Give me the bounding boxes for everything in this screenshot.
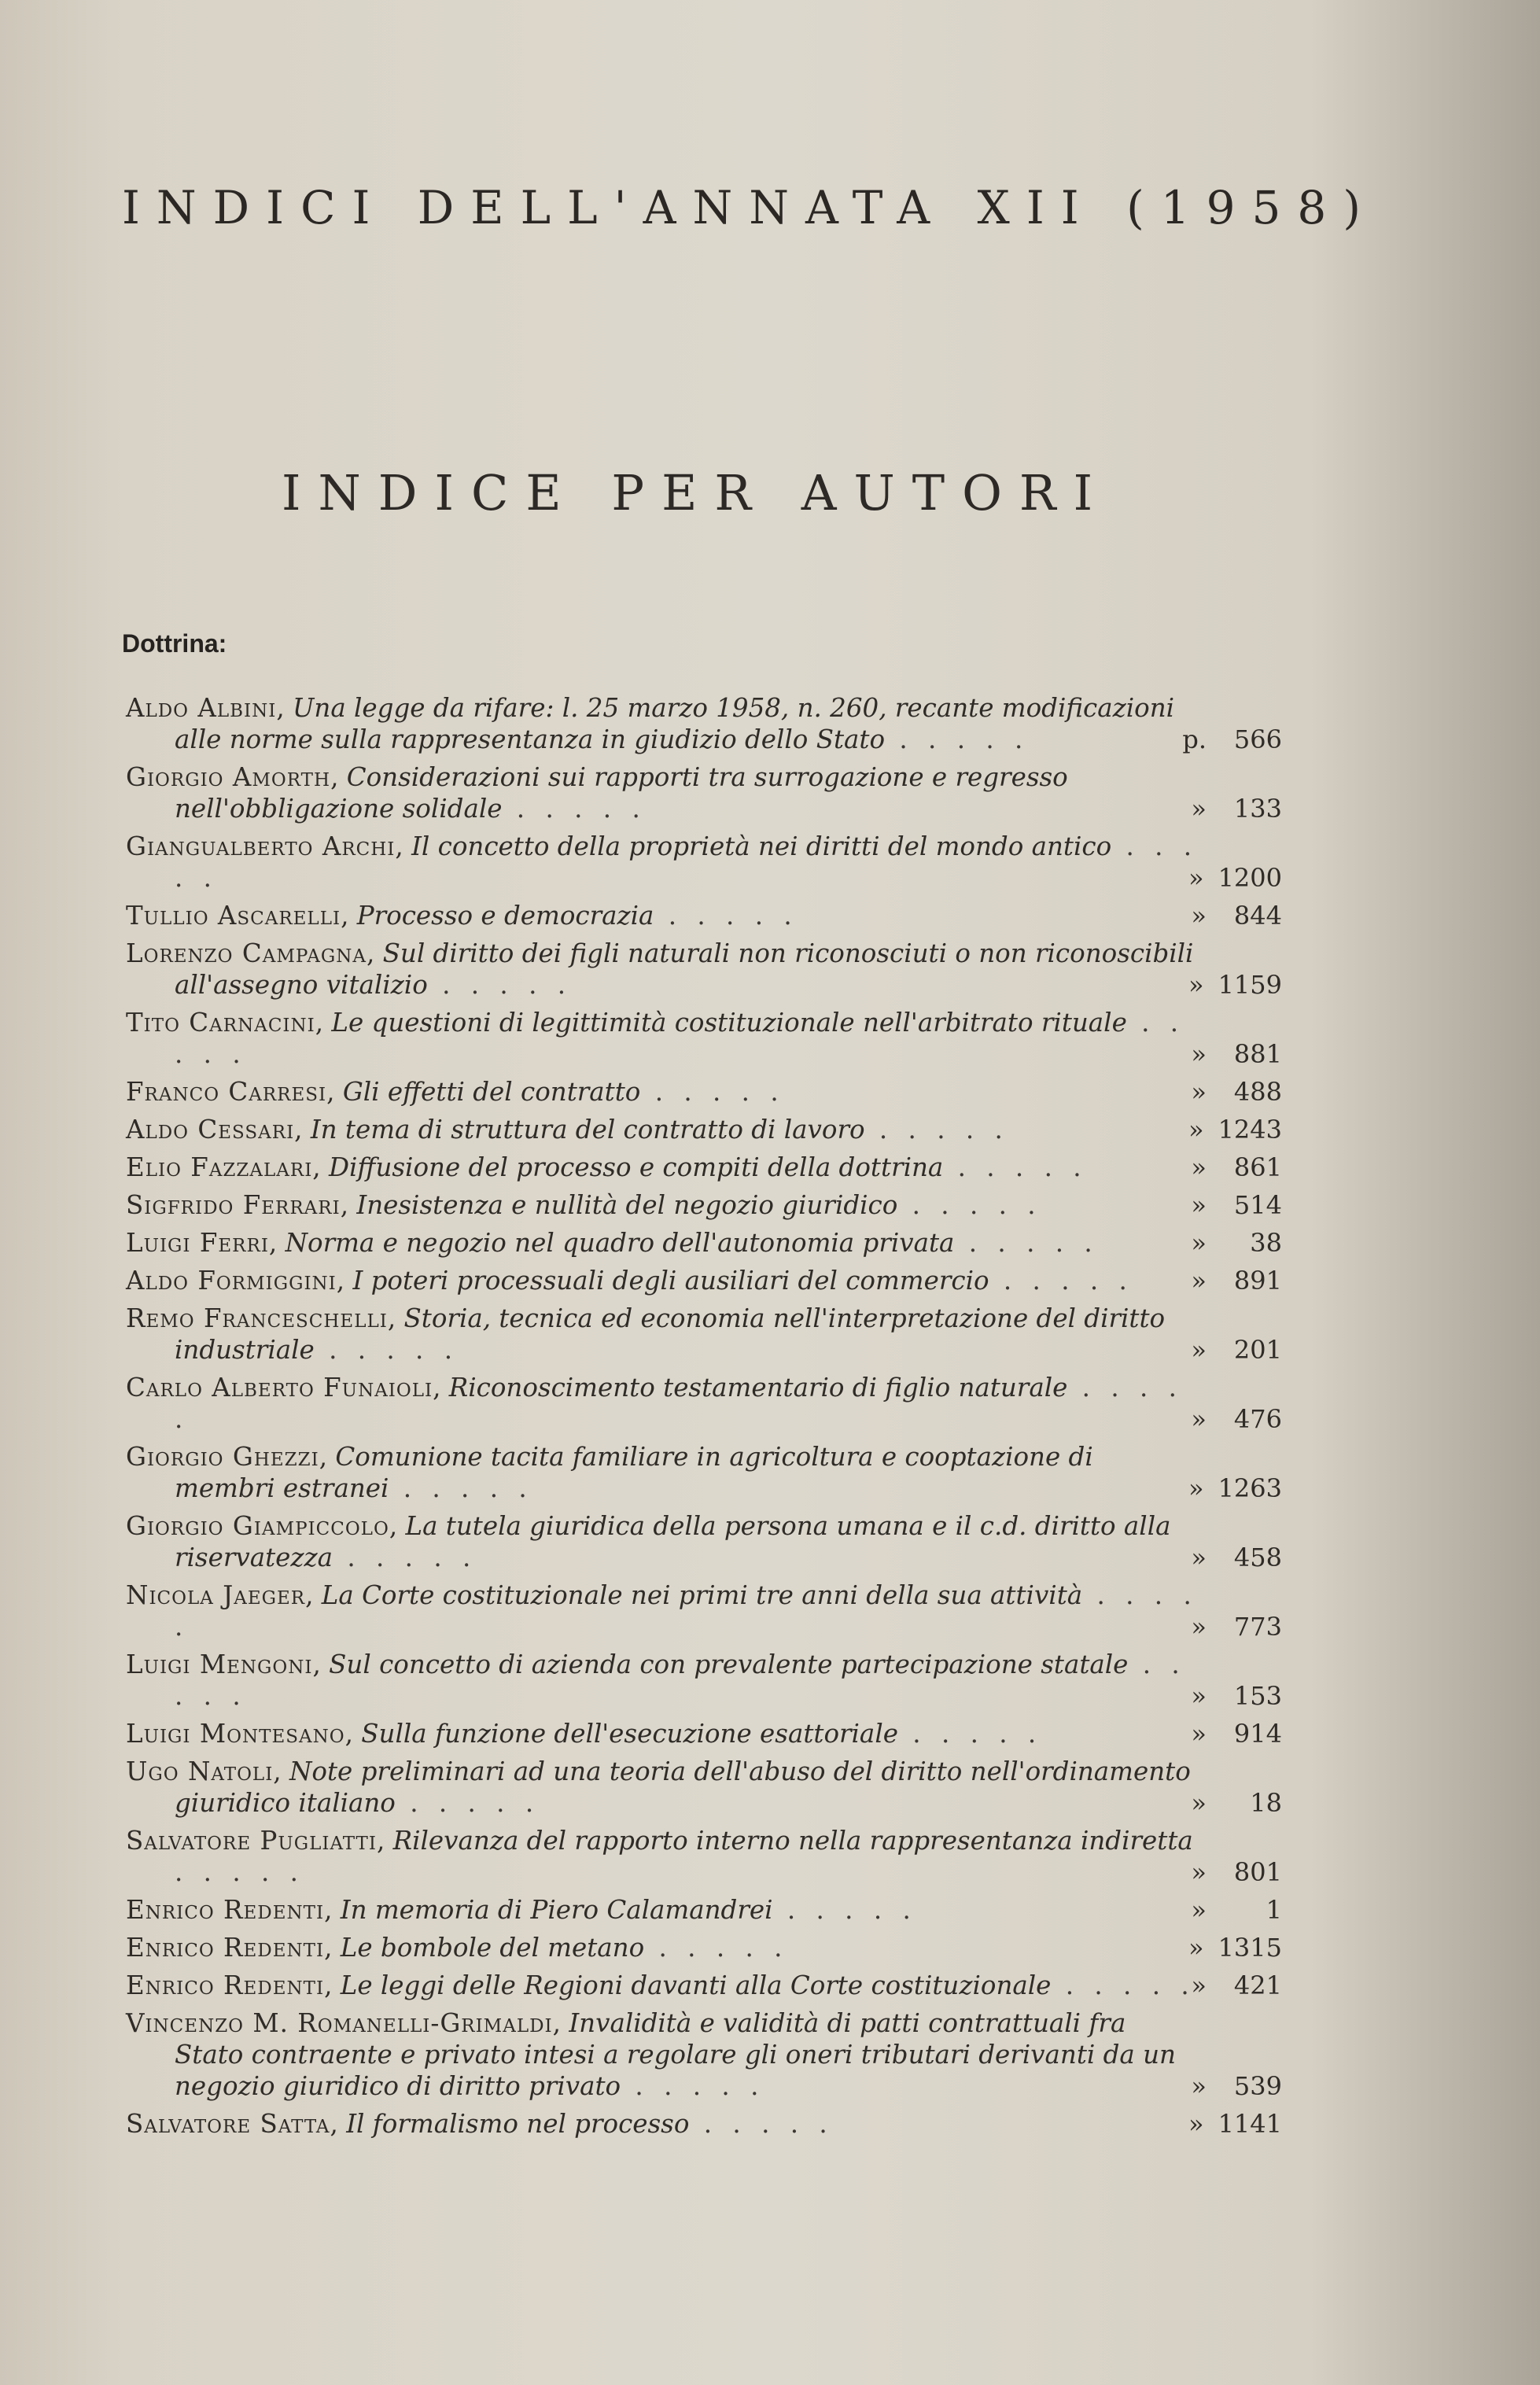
entry-title: Il formalismo nel processo (346, 2109, 690, 2139)
page-marker: » (1191, 1152, 1207, 1182)
entry-author: Nicola Jaeger (126, 1580, 306, 1610)
index-entry (126, 1756, 1282, 1819)
index-entry (126, 1189, 1282, 1221)
entry-title: Norma e negozio nel quadro dell'autonomia privata (285, 1228, 955, 1258)
page-marker: » (1191, 1404, 1207, 1434)
entry-author: Elio Fazzalari (126, 1152, 313, 1182)
entry-text: Tito Carnacini, Le questioni di legittimità costituzionale nell'arbitrato rituale . . . . . (126, 1008, 1185, 1069)
entry-author: Sigfrido Ferrari (126, 1190, 341, 1220)
entry-text: Luigi Mengoni, Sul concetto di azienda con prevalente partecipazione statale . . . . . (126, 1650, 1186, 1711)
index-entry (126, 1076, 1282, 1108)
dot-leader: . . . . . (772, 1895, 917, 1925)
dot-leader: . . . . . (654, 901, 798, 931)
entry-author: Ugo Natoli (126, 1756, 274, 1786)
section-title: INDICE PER AUTORI (282, 464, 1111, 522)
page-number: 1 (1266, 1895, 1282, 1925)
dot-leader: . . . . . (175, 831, 1199, 893)
dot-leader: . . . . . (175, 1650, 1186, 1711)
entry-author: Enrico Redenti (126, 1933, 325, 1963)
page-marker: » (1191, 2071, 1207, 2101)
index-entry (126, 1580, 1282, 1642)
page-number: 914 (1233, 1719, 1282, 1749)
page-number: 1243 (1218, 1115, 1282, 1145)
dot-leader: . . . . . (395, 1788, 540, 1818)
page-number: 1263 (1218, 1473, 1282, 1503)
entry-author: Aldo Cessari (126, 1115, 295, 1145)
entry-reference (1177, 724, 1282, 755)
dot-leader: . . . . . (689, 2109, 834, 2139)
entry-reference (1174, 862, 1282, 894)
entry-title: Storia, tecnica ed economia nell'interpretazione del diritto industriale (175, 1303, 1166, 1365)
entry-reference (1174, 1932, 1282, 1963)
dot-leader: . . . . . (640, 1077, 785, 1107)
entry-text: Giorgio Amorth, Considerazioni sui rapporti tra surrogazione e regresso nell'obbligazione solidale . . . . . (126, 762, 1068, 824)
entry-author: Vincenzo M. Romanelli-Grimaldi (126, 2008, 553, 2038)
entry-title: Processo e democrazia (356, 901, 654, 931)
entry-title: La Corte costituzionale nei primi tre anni della sua attività (321, 1580, 1083, 1610)
dot-leader: . . . . . (864, 1115, 1009, 1145)
entry-text: Salvatore Pugliatti, Rilevanza del rapporto interno nella rappresentanza indiretta . . . . . (126, 1826, 1193, 1887)
dot-leader: . . . . . (1051, 1970, 1196, 2000)
entry-text: Carlo Alberto Funaioli, Riconoscimento testamentario di figlio naturale . . . . . (126, 1373, 1183, 1434)
entry-text: Enrico Redenti, Le bombole del metano . . . . . (126, 1933, 789, 1963)
page-number: 844 (1233, 901, 1282, 931)
dot-leader: . . . . . (897, 1190, 1042, 1220)
index-entry (126, 761, 1282, 824)
entry-title: Le leggi delle Regioni davanti alla Corte costituzionale (340, 1970, 1052, 2000)
page-marker: » (1191, 1970, 1207, 2000)
page-number: 773 (1233, 1612, 1282, 1642)
index-entry (126, 1265, 1282, 1296)
index-entry (126, 692, 1282, 755)
entry-author: Aldo Albini (126, 693, 277, 723)
index-entry (126, 938, 1282, 1001)
entry-author: Enrico Redenti (126, 1895, 325, 1925)
entry-text: Enrico Redenti, In memoria di Piero Calamandrei . . . . . (126, 1895, 917, 1925)
page-number: 1200 (1218, 863, 1282, 893)
dot-leader: . . . . . (621, 2071, 765, 2101)
dot-leader: . . . . . (897, 1719, 1043, 1749)
entry-author: Remo Franceschelli (126, 1303, 388, 1333)
entry-reference (1177, 900, 1282, 931)
index-entry (126, 2108, 1282, 2140)
entry-title: Diffusione del processo e compiti della dottrina (328, 1152, 944, 1182)
page-marker: » (1188, 970, 1204, 1000)
entry-author: Salvatore Pugliatti (126, 1826, 377, 1856)
entry-text: Giorgio Ghezzi, Comunione tacita familiare in agricoltura e cooptazione di membri estranei . . . . . (126, 1442, 1093, 1503)
entry-author: Lorenzo Campagna (126, 938, 367, 968)
entry-reference (1177, 1227, 1282, 1259)
index-entry (126, 1649, 1282, 1712)
entry-text: Elio Fazzalari, Diffusione del processo e compiti della dottrina . . . . . (126, 1152, 1088, 1182)
index-entry (126, 2007, 1282, 2102)
entry-text: Aldo Albini, Una legge da rifare: l. 25 marzo 1958, n. 260, recante modificazioni alle norme sulla rappresentanza in giudizio dello Stato . . . . . (126, 693, 1175, 754)
entry-title: Considerazioni sui rapporti tra surrogazione e regresso nell'obbligazione solidale (175, 762, 1068, 824)
page-number: 514 (1233, 1190, 1282, 1220)
index-entry (126, 900, 1282, 931)
dot-leader: . . . . . (389, 1473, 533, 1503)
entry-reference (1177, 1076, 1282, 1108)
page-marker: » (1191, 1719, 1207, 1749)
page-number: 153 (1233, 1681, 1282, 1711)
entry-text: Luigi Montesano, Sulla funzione dell'esecuzione esattoriale . . . . . (126, 1719, 1043, 1749)
entry-title: Comunione tacita familiare in agricoltura e cooptazione di membri estranei (175, 1442, 1093, 1503)
entry-title: Note preliminari ad una teoria dell'abuso del diritto nell'ordinamento giuridico italiano (175, 1756, 1191, 1818)
page-marker: » (1188, 863, 1204, 893)
entry-reference (1177, 2070, 1282, 2102)
dot-leader: . . . . . (885, 724, 1030, 754)
page-number: 201 (1233, 1335, 1282, 1365)
entry-author: Giangualberto Archi (126, 831, 396, 861)
entry-author: Luigi Mengoni (126, 1650, 313, 1679)
page-marker: » (1191, 1895, 1207, 1925)
page-number: 38 (1250, 1228, 1282, 1258)
entry-author: Salvatore Satta (126, 2109, 330, 2139)
entry-author: Giorgio Giampiccolo (126, 1511, 389, 1541)
page-number: 476 (1233, 1404, 1282, 1434)
entry-text: Aldo Cessari, In tema di struttura del contratto di lavoro . . . . . (126, 1115, 1009, 1145)
entry-text: Luigi Ferri, Norma e negozio nel quadro dell'autonomia privata . . . . . (126, 1228, 1099, 1258)
entry-reference (1177, 1334, 1282, 1366)
dot-leader: . . . . . (427, 970, 573, 1000)
page-number: 1315 (1218, 1933, 1282, 1963)
entry-title: Sul diritto dei figli naturali non riconosciuti o non riconoscibili all'assegno vitalizio (175, 938, 1194, 1000)
entry-title: In memoria di Piero Calamandrei (340, 1895, 773, 1925)
entry-reference (1174, 1473, 1282, 1504)
entry-title: Gli effetti del contratto (342, 1077, 641, 1107)
index-entry (126, 1510, 1282, 1573)
dot-leader: . . . . . (333, 1543, 477, 1572)
page-marker: » (1191, 1681, 1207, 1711)
entry-reference (1177, 1970, 1282, 2001)
entry-reference (1177, 1611, 1282, 1642)
page-number: 133 (1233, 794, 1282, 824)
page-marker: » (1191, 901, 1207, 931)
index-entry (126, 1227, 1282, 1259)
index-entry (126, 1825, 1282, 1888)
page-number: 488 (1233, 1077, 1282, 1107)
page-marker: » (1191, 1077, 1207, 1107)
entry-reference (1177, 1152, 1282, 1183)
entry-reference (1177, 1680, 1282, 1712)
page-number: 861 (1233, 1152, 1282, 1182)
dot-leader: . . . . . (644, 1933, 789, 1963)
entry-reference (1174, 2108, 1282, 2140)
index-entry (126, 1718, 1282, 1749)
entry-text: Ugo Natoli, Note preliminari ad una teoria dell'abuso del diritto nell'ordinamento giuridico italiano . . . . . (126, 1756, 1191, 1818)
entry-author: Tito Carnacini (126, 1008, 315, 1038)
page-number: 421 (1233, 1970, 1282, 2000)
dot-leader: . . . . . (989, 1266, 1133, 1296)
entry-title: I poteri processuali degli ausiliari del commercio (352, 1266, 989, 1296)
index-entry (126, 1372, 1282, 1435)
entry-title: Le questioni di legittimità costituzionale nell'arbitrato rituale (331, 1008, 1127, 1038)
page-marker: p. (1182, 724, 1207, 754)
entry-author: Enrico Redenti (126, 1970, 325, 2000)
entry-title: Sulla funzione dell'esecuzione esattoriale (361, 1719, 898, 1749)
entry-author: Giorgio Amorth (126, 762, 331, 792)
entry-author: Tullio Ascarelli (126, 901, 341, 931)
entry-reference (1177, 1787, 1282, 1819)
page-marker: » (1191, 1228, 1207, 1258)
page-marker: » (1191, 1039, 1207, 1069)
page-number: 1141 (1218, 2109, 1282, 2139)
entry-title: Riconoscimento testamentario di figlio naturale (448, 1373, 1068, 1403)
page-number: 891 (1233, 1266, 1282, 1296)
page-number: 458 (1233, 1543, 1282, 1572)
dot-leader: . . . . . (314, 1335, 459, 1365)
page-marker: » (1191, 1543, 1207, 1572)
dot-leader: . . . . . (954, 1228, 1099, 1258)
section-label: Dottrina: (122, 629, 227, 658)
entry-text: Enrico Redenti, Le leggi delle Regioni davanti alla Corte costituzionale . . . . . (126, 1970, 1196, 2000)
page-number: 566 (1233, 724, 1282, 754)
entry-text: Tullio Ascarelli, Processo e democrazia . . . . . (126, 901, 798, 931)
page-marker: » (1188, 1115, 1204, 1145)
page-marker: » (1188, 1933, 1204, 1963)
page-marker: » (1191, 1857, 1207, 1887)
dot-leader: . . . . . (175, 1373, 1183, 1434)
page-marker: » (1191, 794, 1207, 824)
entry-title: La tutela giuridica della persona umana e il c.d. diritto alla riservatezza (175, 1511, 1171, 1572)
page-marker: » (1188, 1473, 1204, 1503)
entry-title: Invalidità e validità di patti contrattuali fra Stato contraente e privato intesi a regolare gli oneri tributari derivanti da un negozio giuridico di diritto privato (175, 2008, 1176, 2101)
entry-reference (1174, 1114, 1282, 1145)
dot-leader: . . . . . (175, 1008, 1185, 1069)
page-number: 18 (1250, 1788, 1282, 1818)
entry-reference (1177, 1718, 1282, 1749)
page-marker: » (1188, 2109, 1204, 2139)
entry-title: Rilevanza del rapporto interno nella rappresentanza indiretta (392, 1826, 1193, 1856)
entry-text: Giangualberto Archi, Il concetto della proprietà nei diritti del mondo antico . . . . . (126, 831, 1199, 893)
entry-text: Remo Franceschelli, Storia, tecnica ed economia nell'interpretazione del diritto industriale . . . . . (126, 1303, 1166, 1365)
index-entry (126, 831, 1282, 894)
index-entry (126, 1114, 1282, 1145)
index-entry (126, 1007, 1282, 1070)
entry-reference (1177, 1542, 1282, 1573)
author-index-list (126, 692, 1282, 2146)
page-number: 1159 (1218, 970, 1282, 1000)
entry-title: Inesistenza e nullità del negozio giuridico (356, 1190, 898, 1220)
entry-title: Il concetto della proprietà nei diritti del mondo antico (411, 831, 1112, 861)
page-number: 801 (1233, 1857, 1282, 1887)
page-heading: INDICI DELL'ANNATA XII (1958) (122, 181, 1377, 234)
dot-leader: . . . . . (175, 1580, 1198, 1642)
page-number: 539 (1233, 2071, 1282, 2101)
entry-text: Nicola Jaeger, La Corte costituzionale nei primi tre anni della sua attività . . . . . (126, 1580, 1198, 1642)
entry-title: Le bombole del metano (340, 1933, 645, 1963)
page-marker: » (1191, 1612, 1207, 1642)
entry-reference (1177, 1403, 1282, 1435)
page-number: 881 (1233, 1039, 1282, 1069)
entry-reference (1174, 969, 1282, 1001)
entry-text: Lorenzo Campagna, Sul diritto dei figli naturali non riconosciuti o non riconoscibili all'assegno vitalizio . . . . . (126, 938, 1194, 1000)
page-marker: » (1191, 1190, 1207, 1220)
entry-text: Aldo Formiggini, I poteri processuali degli ausiliari del commercio . . . . . (126, 1266, 1133, 1296)
page-marker: » (1191, 1335, 1207, 1365)
index-entry (126, 1152, 1282, 1183)
dot-leader: . . . . . (175, 1857, 304, 1887)
entry-title: In tema di struttura del contratto di lavoro (310, 1115, 865, 1145)
index-entry (126, 1932, 1282, 1963)
entry-author: Franco Carresi (126, 1077, 327, 1107)
index-entry (126, 1303, 1282, 1366)
index-entry (126, 1970, 1282, 2001)
entry-author: Giorgio Ghezzi (126, 1442, 319, 1472)
entry-author: Luigi Montesano (126, 1719, 345, 1749)
index-entry (126, 1441, 1282, 1504)
dot-leader: . . . . . (943, 1152, 1088, 1182)
index-entry (126, 1894, 1282, 1926)
entry-reference (1177, 1189, 1282, 1221)
entry-text: Salvatore Satta, Il formalismo nel processo . . . . . (126, 2109, 834, 2139)
entry-reference (1177, 793, 1282, 824)
entry-author: Luigi Ferri (126, 1228, 269, 1258)
entry-author: Aldo Formiggini (126, 1266, 337, 1296)
entry-text: Giorgio Giampiccolo, La tutela giuridica della persona umana e il c.d. diritto alla riservatezza . . . . . (126, 1511, 1171, 1572)
page-marker: » (1191, 1788, 1207, 1818)
entry-text: Sigfrido Ferrari, Inesistenza e nullità del negozio giuridico . . . . . (126, 1190, 1042, 1220)
entry-text: Franco Carresi, Gli effetti del contratto . . . . . (126, 1077, 785, 1107)
entry-reference (1177, 1265, 1282, 1296)
page-marker: » (1191, 1266, 1207, 1296)
entry-reference (1177, 1894, 1282, 1926)
entry-text: Vincenzo M. Romanelli-Grimaldi, Invalidità e validità di patti contrattuali fra Stato contraente e privato intesi a regolare gli oneri tributari derivanti da un negozio giuridico di diritto privato . . . . . (126, 2008, 1176, 2101)
entry-author: Carlo Alberto Funaioli (126, 1373, 433, 1403)
entry-title: Sul concetto di azienda con prevalente partecipazione statale (329, 1650, 1129, 1679)
entry-reference (1177, 1856, 1282, 1888)
entry-reference (1177, 1038, 1282, 1070)
entry-title: Una legge da rifare: l. 25 marzo 1958, n. 260, recante modificazioni alle norme sulla rappresentanza in giudizio dello Stato (175, 693, 1175, 754)
dot-leader: . . . . . (502, 794, 647, 824)
